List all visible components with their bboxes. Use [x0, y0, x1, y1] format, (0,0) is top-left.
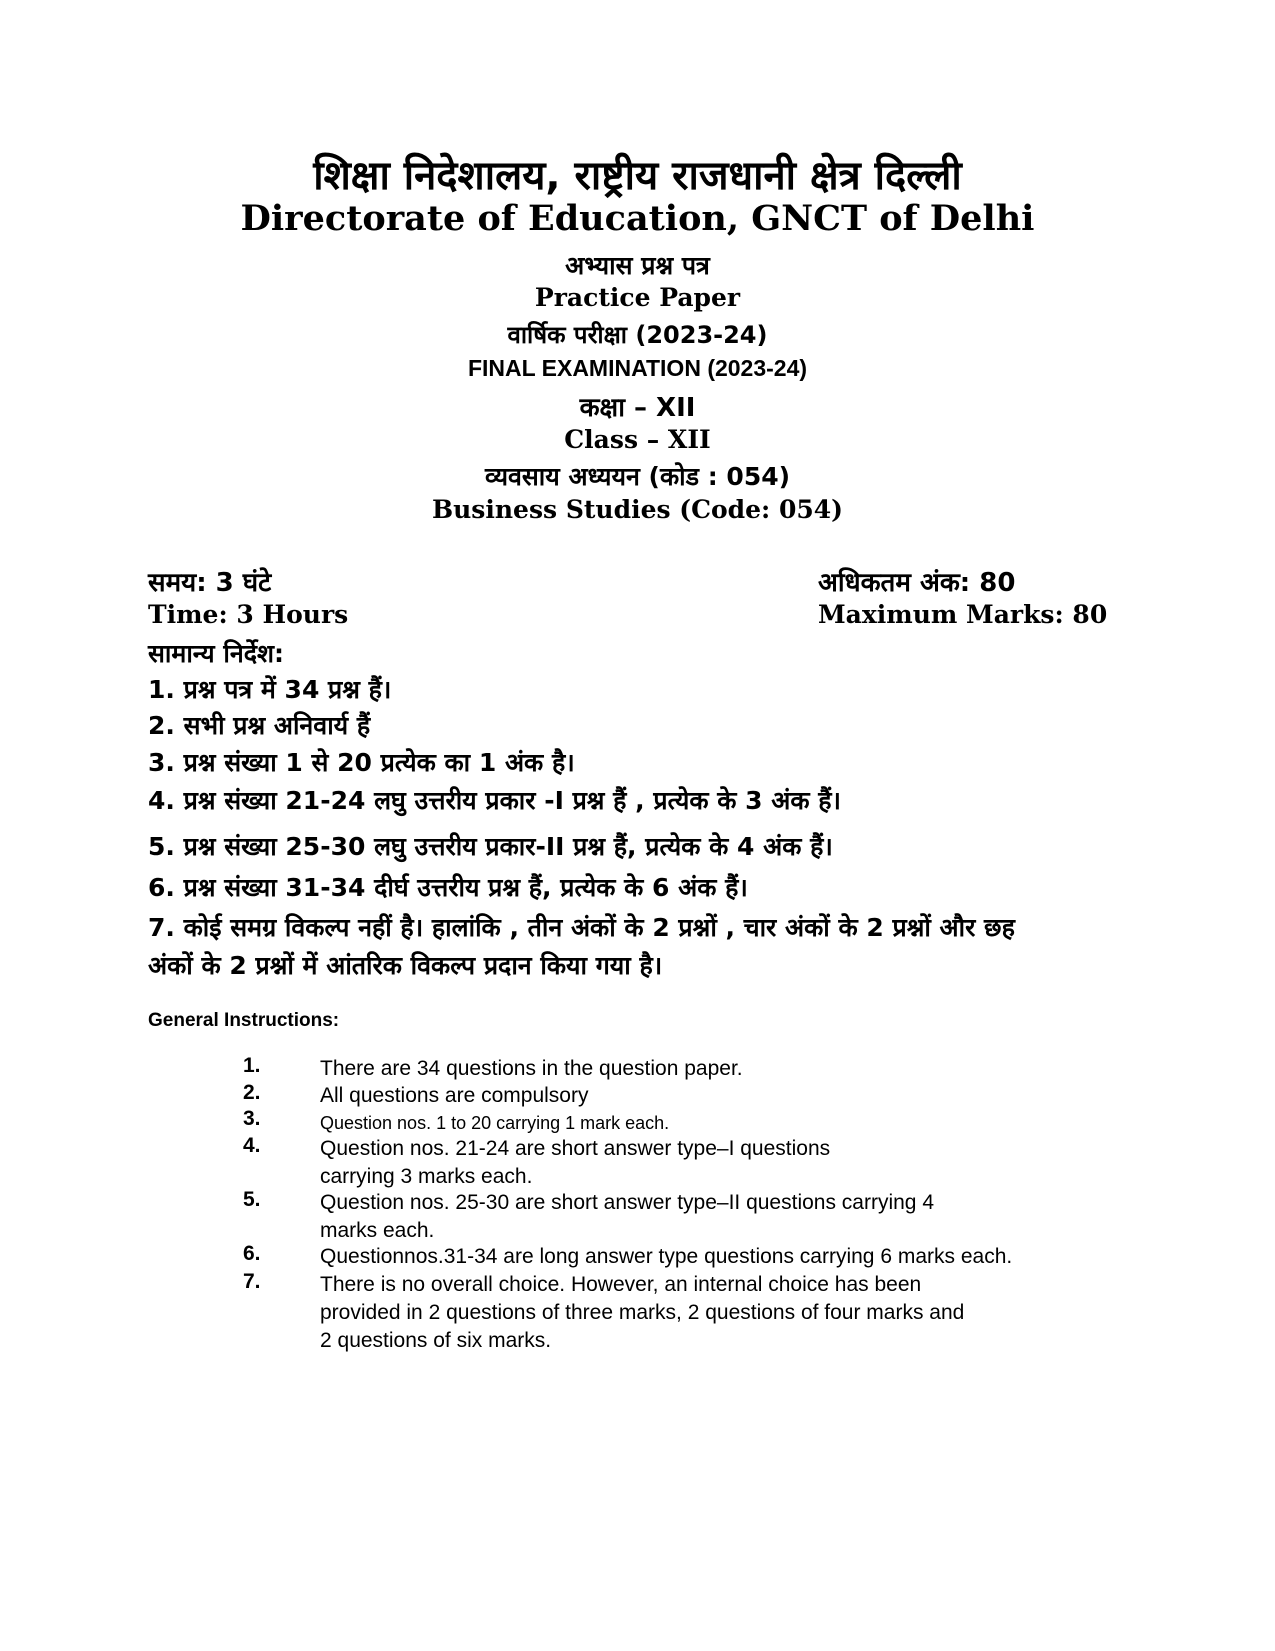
hindi-instruction-item: 7. कोई समग्र विकल्प नहीं है। हालांकि , तीन अंकों के 2 प्रश्नों , चार अंकों के 2 प्रश्नों और छह: [148, 913, 1015, 942]
english-title: Directorate of Education, GNCT of Delhi: [240, 198, 1035, 239]
hindi-max-marks: अधिकतम अंक: 80: [818, 568, 1016, 598]
instruction-number: 2.: [243, 1081, 261, 1104]
english-exam: FINAL EXAMINATION (2023-24): [467, 355, 808, 381]
english-subject: Business Studies (Code: 054): [432, 495, 843, 524]
hindi-instruction-item: 2. सभी प्रश्न अनिवार्य हैं: [148, 711, 371, 740]
hindi-instruction-item: 6. प्रश्न संख्या 31-34 दीर्घ उत्तरीय प्रश्न हैं, प्रत्येक के 6 अंक हैं।: [148, 873, 748, 902]
hindi-time: समय: 3 घंटे: [148, 568, 272, 598]
instruction-number: 6.: [243, 1242, 261, 1265]
hindi-instruction-item: 4. प्रश्न संख्या 21-24 लघु उत्तरीय प्रकार -I प्रश्न हैं , प्रत्येक के 3 अंक हैं।: [148, 786, 841, 815]
instruction-number: 5.: [243, 1188, 261, 1211]
instruction-text: Question nos. 21-24 are short answer type–I questions carrying 3 marks each.: [320, 1137, 831, 1188]
instruction-text: Question nos. 1 to 20 carrying 1 mark each.: [320, 1113, 670, 1133]
english-time: Time: 3 Hours: [148, 600, 349, 629]
hindi-exam: वार्षिक परीक्षा (2023-24): [507, 321, 768, 349]
hindi-class: कक्षा – XII: [579, 393, 696, 423]
hindi-subject: व्यवसाय अध्ययन (कोड : 054): [484, 462, 791, 491]
hindi-instruction-item: 5. प्रश्न संख्या 25-30 लघु उत्तरीय प्रकार-II प्रश्न हैं, प्रत्येक के 4 अंक हैं।: [148, 832, 833, 861]
instruction-text: There is no overall choice. However, an internal choice has been provided in 2 questions of three marks, 2 questions of four marks and 2 questions of six marks.: [320, 1273, 965, 1352]
instruction-number: 7.: [243, 1270, 261, 1293]
hindi-title: शिक्षा निदेशालय, राष्ट्रीय राजधानी क्षेत्र दिल्ली: [313, 153, 962, 199]
hindi-instruction-item: अंकों के 2 प्रश्नों में आंतरिक विकल्प प्रदान किया गया है।: [148, 951, 663, 980]
instruction-number: 4.: [243, 1134, 261, 1157]
instruction-text: Questionnos.31-34 are long answer type questions carrying 6 marks each.: [320, 1245, 1013, 1268]
hindi-instruction-item: 1. प्रश्न पत्र में 34 प्रश्न हैं।: [148, 675, 392, 704]
hindi-instruction-item: 3. प्रश्न संख्या 1 से 20 प्रत्येक का 1 अंक है।: [148, 748, 575, 777]
instruction-text: There are 34 questions in the question paper.: [320, 1057, 743, 1080]
instruction-text: Question nos. 25-30 are short answer type–II questions carrying 4 marks each.: [320, 1191, 935, 1242]
instruction-number: 1.: [243, 1054, 261, 1077]
hindi-instructions-heading: सामान्य निर्देश:: [148, 639, 285, 668]
instruction-number: 3.: [243, 1107, 261, 1130]
english-instructions-heading: General Instructions:: [148, 1010, 340, 1031]
hindi-paper-type: अभ्यास प्रश्न पत्र: [565, 251, 710, 280]
english-max-marks: Maximum Marks: 80: [818, 600, 1108, 629]
english-paper-type: Practice Paper: [534, 283, 741, 312]
english-class: Class – XII: [564, 425, 711, 454]
instruction-text: All questions are compulsory: [320, 1084, 589, 1107]
